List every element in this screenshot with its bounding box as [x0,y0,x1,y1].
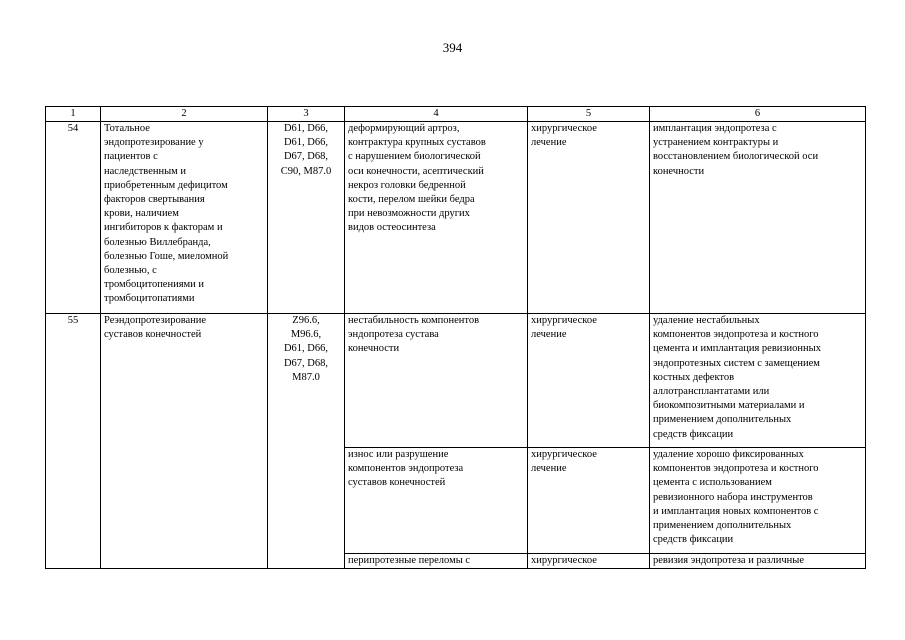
row-number: 54 [46,122,101,314]
column-header: 5 [528,107,650,122]
column-header: 1 [46,107,101,122]
page-number: 394 [442,40,463,55]
treatment-type: хирургическое [528,554,650,569]
treatment-method: удаление хорошо фиксированных компонентов эндопротеза и костного цемента с использованием ревизионного набора инструментов и имплантация новых компонентов с применением дополнительных средств фиксации [650,448,866,554]
treatment-type: хирургическое лечение [528,448,650,554]
treatment-type: хирургическое лечение [528,122,650,314]
care-methods-table [45,106,866,569]
column-header: 6 [650,107,866,122]
patient-model: износ или разрушение компонентов эндопротеза суставов конечностей [345,448,528,554]
treatment-type: хирургическое лечение [528,314,650,448]
column-number-row [46,107,866,122]
patient-model: деформирующий артроз, контрактура крупных суставов с нарушением биологической оси конечности, асептический некроз головки бедренной кости, перелом шейки бедра при невозможности других видов остеосинтеза [345,122,528,314]
intervention-name: Реэндопротезирование суставов конечностей [101,314,268,569]
column-header: 3 [268,107,345,122]
table-row [46,122,866,314]
treatment-method: ревизия эндопротеза и различные [650,554,866,569]
intervention-name: Тотальное эндопротезирование у пациентов с наследственным и приобретенным дефицитом факторов свертывания крови, наличием ингибиторов к факторам и болезнью Виллебранда, болезнью Гоше, миеломной болезнью, с тромбоцитопениями и тромбоцитопатиями [101,122,268,314]
treatment-method: имплантация эндопротеза с устранением контрактуры и восстановлением биологической оси конечности [650,122,866,314]
patient-model: нестабильность компонентов эндопротеза сустава конечности [345,314,528,448]
column-header: 2 [101,107,268,122]
icd-codes: Z96.6, M96.6, D61, D66, D67, D68, M87.0 [268,314,345,569]
row-number: 55 [46,314,101,569]
column-header: 4 [345,107,528,122]
icd-codes: D61, D66, D61, D66, D67, D68, C90, M87.0 [268,122,345,314]
patient-model: перипротезные переломы с [345,554,528,569]
treatment-method: удаление нестабильных компонентов эндопротеза и костного цемента и имплантация ревизионных эндопротезных систем с замещением костных дефектов аллотрансплантатами или биокомпозитными материалами и применением дополнительных средств фиксации [650,314,866,448]
table-row [46,314,866,448]
